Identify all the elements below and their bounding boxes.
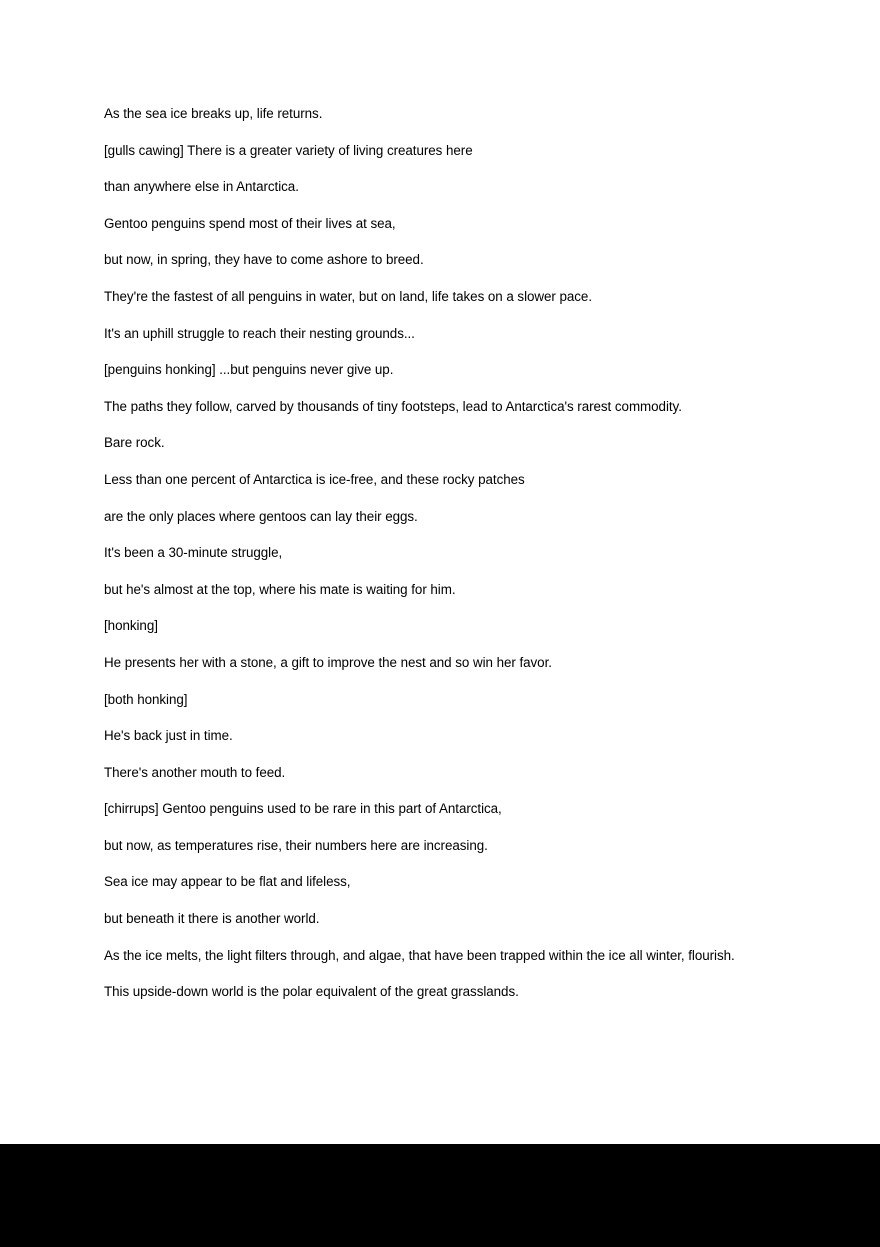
paragraph: It's an uphill struggle to reach their nesting grounds...: [104, 325, 415, 341]
paragraph: This upside-down world is the polar equivalent of the great grasslands.: [104, 984, 519, 1000]
paragraph: [both honking]: [104, 691, 188, 707]
paragraph: Sea ice may appear to be flat and lifeless,: [104, 874, 351, 890]
paragraph: Less than one percent of Antarctica is ice-free, and these rocky patches: [104, 471, 525, 487]
paragraph: The paths they follow, carved by thousands of tiny footsteps, lead to Antarctica's rarest commodity.: [104, 398, 682, 414]
paragraph: As the ice melts, the light filters through, and algae, that have been trapped within the ice all winter, flourish.: [104, 947, 735, 963]
paragraph: but now, in spring, they have to come ashore to breed.: [104, 252, 424, 268]
paragraph: than anywhere else in Antarctica.: [104, 179, 299, 195]
paragraph: There's another mouth to feed.: [104, 764, 286, 780]
paragraph: but beneath it there is another world.: [104, 911, 320, 927]
paragraph: but now, as temperatures rise, their numbers here are increasing.: [104, 837, 488, 853]
paragraph: [penguins honking] ...but penguins never give up.: [104, 362, 394, 378]
paragraph: He's back just in time.: [104, 728, 233, 744]
page-bottom-margin-band: [0, 1144, 880, 1247]
paragraph: but he's almost at the top, where his mate is waiting for him.: [104, 581, 456, 597]
paragraph: They're the fastest of all penguins in water, but on land, life takes on a slower pace.: [104, 288, 592, 304]
paragraph: He presents her with a stone, a gift to improve the nest and so win her favor.: [104, 654, 552, 670]
paragraph: [gulls cawing] There is a greater variety of living creatures here: [104, 142, 473, 158]
paragraph: are the only places where gentoos can lay their eggs.: [104, 508, 418, 524]
paragraph: Gentoo penguins spend most of their lives at sea,: [104, 215, 396, 231]
paragraph: It's been a 30-minute struggle,: [104, 545, 283, 561]
paragraph: [chirrups] Gentoo penguins used to be rare in this part of Antarctica,: [104, 801, 502, 817]
paragraph: [honking]: [104, 618, 158, 634]
paragraph: Bare rock.: [104, 435, 165, 451]
document-body: [104, 102, 764, 1017]
paragraph: As the sea ice breaks up, life returns.: [104, 106, 323, 121]
